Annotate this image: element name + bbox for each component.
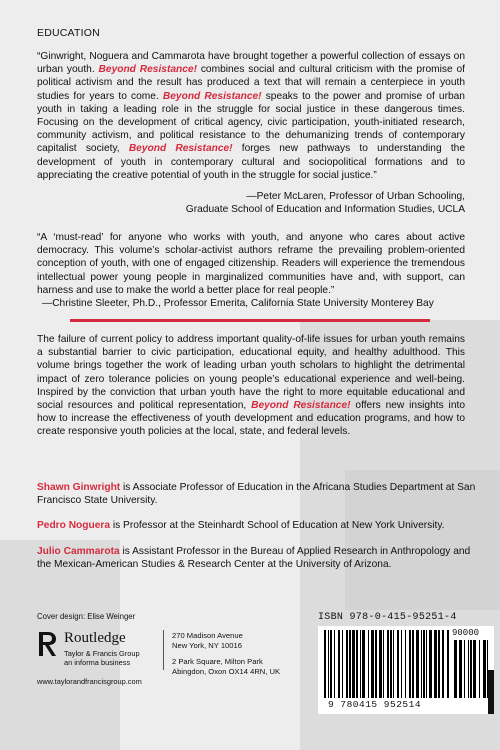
barcode-bar <box>442 630 444 698</box>
barcode-addon-digits: 90000 <box>452 628 480 638</box>
barcode-bar <box>346 630 348 698</box>
barcode-bar <box>349 630 351 698</box>
editor-name: Pedro Noguera <box>37 520 111 531</box>
editor-bio-text: is Associate Professor of Education in the Africana Studies Department at San Francisco State University. <box>37 482 476 507</box>
book-title: Beyond Resistance! <box>162 90 262 102</box>
barcode-bar <box>390 630 392 698</box>
barcode-bar <box>375 630 377 698</box>
publisher-group: Taylor & Francis Group <box>64 649 140 658</box>
barcode-bar <box>342 630 343 698</box>
barcode-bar <box>479 640 480 698</box>
quote-1-attribution-affiliation: Graduate School of Education and Information Studies, UCLA <box>185 204 465 215</box>
barcode-bar <box>360 630 361 698</box>
barcode-bar <box>423 630 425 698</box>
publisher-website: www.taylorandfrancisgroup.com <box>37 677 142 686</box>
barcode-bar <box>434 630 437 698</box>
barcode-bar <box>447 630 449 698</box>
book-description <box>37 333 465 439</box>
endorsement-quote-2: “A ‘must-read’ for anyone who works with youth, and anyone who cares about active democracy. This volume’s scholar-activist authors reframe the prevailing problem-oriented conception of youth, with one of engaged citizenship. Readers will experience the tremendous intellectual power young people in marginalized communities have and, with support, can harness and use to make the world a better place for real people.” <box>37 232 465 296</box>
barcode-bar <box>454 640 457 698</box>
quote-1-attribution: —Peter McLaren, Professor of Urban Schooling, <box>246 191 465 202</box>
editor-bio <box>37 481 477 507</box>
barcode-bar <box>338 630 340 698</box>
barcode-bar <box>371 630 374 698</box>
barcode-bar <box>409 630 411 698</box>
editor-bio-text: is Assistant Professor in the Bureau of Applied Research in Anthropology and the Mexican-American Studies & Research Center at the University of Arizona. <box>37 546 471 571</box>
barcode-bar <box>330 630 332 698</box>
barcode-bar <box>383 630 384 698</box>
publisher-tagline: an informa business <box>64 658 131 667</box>
barcode-addon-bars <box>454 640 490 698</box>
barcode-bars <box>324 630 450 698</box>
barcode-bar <box>393 630 394 698</box>
barcode-bar <box>468 640 469 698</box>
barcode-bar <box>429 630 432 698</box>
quote-2-attribution: —Christine Sleeter, Ph.D., Professor Emerita, California State University Monterey Bay <box>42 298 434 309</box>
quote-text: combines social and cultural criticism with the promise of political activism and the result has produced a text that will remain a centerpiece in youth studies for years to come. <box>37 64 466 102</box>
cover-credit: Cover design: Elise Weinger <box>37 612 136 621</box>
barcode-bar <box>470 640 472 698</box>
barcode-bar <box>405 630 406 698</box>
barcode-bar <box>352 630 355 698</box>
description-text: The failure of current policy to address important quality-of-life issues for urban youth remains a substantial barrier to civic participation, educational equity, and healthy adulthood. This volume brings together the work of leading urban youth scholars to highlight the detrimental impact of zero tolerance policies on young people’s educational experience and well-being. Inspired by the conviction that urban youth have the right to more equitable educational and social resources and political representation, <box>37 334 465 412</box>
barcode-bar <box>426 630 427 698</box>
address-line: Abingdon, Oxon OX14 4RN, UK <box>172 667 281 676</box>
quote-text: forges new pathways to understanding the development of youth in contemporary cultural and sociopolitical formations and to appreciating the creative potential of youth in the struggle for social justice.” <box>37 143 465 181</box>
book-title: Beyond Resistance! <box>251 400 351 412</box>
barcode-bar <box>401 630 402 698</box>
barcode-bar <box>464 640 465 698</box>
section-divider <box>70 319 430 322</box>
address-line: 2 Park Square, Milton Park <box>172 657 263 666</box>
editor-name: Shawn Ginwright <box>37 482 121 493</box>
barcode-bar <box>387 630 389 698</box>
book-title: Beyond Resistance! <box>128 143 233 155</box>
barcode-bar <box>334 630 335 698</box>
book-title: Beyond Resistance! <box>98 64 197 76</box>
barcode-bar <box>356 630 358 698</box>
isbn-label: ISBN 978-0-415-95251-4 <box>318 612 457 623</box>
barcode-bar <box>412 630 414 698</box>
barcode-bar <box>473 640 476 698</box>
barcode-bar <box>438 630 440 698</box>
editor-bio <box>37 545 477 571</box>
publisher-logo <box>37 628 157 684</box>
quote-text: “Ginwright, Noguera and Cammarota have brought together a powerful collection of essays on urban youth. <box>37 51 465 76</box>
barcode-bar <box>379 630 382 698</box>
edge-mark <box>488 670 494 714</box>
address-line: New York, NY 10016 <box>172 641 242 650</box>
barcode-bar <box>368 630 369 698</box>
barcode-bar <box>397 630 399 698</box>
publisher-name: Routledge <box>64 630 126 646</box>
editor-bio <box>37 519 477 532</box>
barcode <box>318 626 494 714</box>
barcode-bar <box>421 630 422 698</box>
barcode-bar <box>459 640 462 698</box>
divider <box>163 630 164 670</box>
category-label: EDUCATION <box>37 27 100 39</box>
barcode-digits: 9 780415 952514 <box>328 699 422 710</box>
routledge-logo-icon <box>37 630 59 658</box>
barcode-bar <box>324 630 326 698</box>
editor-name: Julio Cammarota <box>37 546 120 557</box>
barcode-bar <box>362 630 365 698</box>
address-line: 270 Madison Avenue <box>172 631 243 640</box>
quote-text: speaks to the power and promise of urban youth in taking a leading role in the struggle for social justice in these dangerous times. Focusing on the development of critical agency, civic participation, youth-initiated research, community activism, and political resistance to the dehumanizing trends of contemporary capitalist society, <box>37 90 465 155</box>
barcode-bar <box>483 640 486 698</box>
endorsement-quote-1 <box>37 50 465 182</box>
barcode-bar <box>416 630 419 698</box>
editor-bio-text: is Professor at the Steinhardt School of Education at New York University. <box>110 520 445 531</box>
description-text: offers new insights into how to increase the effectiveness of youth development and education programs, and how to create responsive youth policies at the local, state, and federal levels. <box>37 400 465 438</box>
barcode-bar <box>328 630 329 698</box>
